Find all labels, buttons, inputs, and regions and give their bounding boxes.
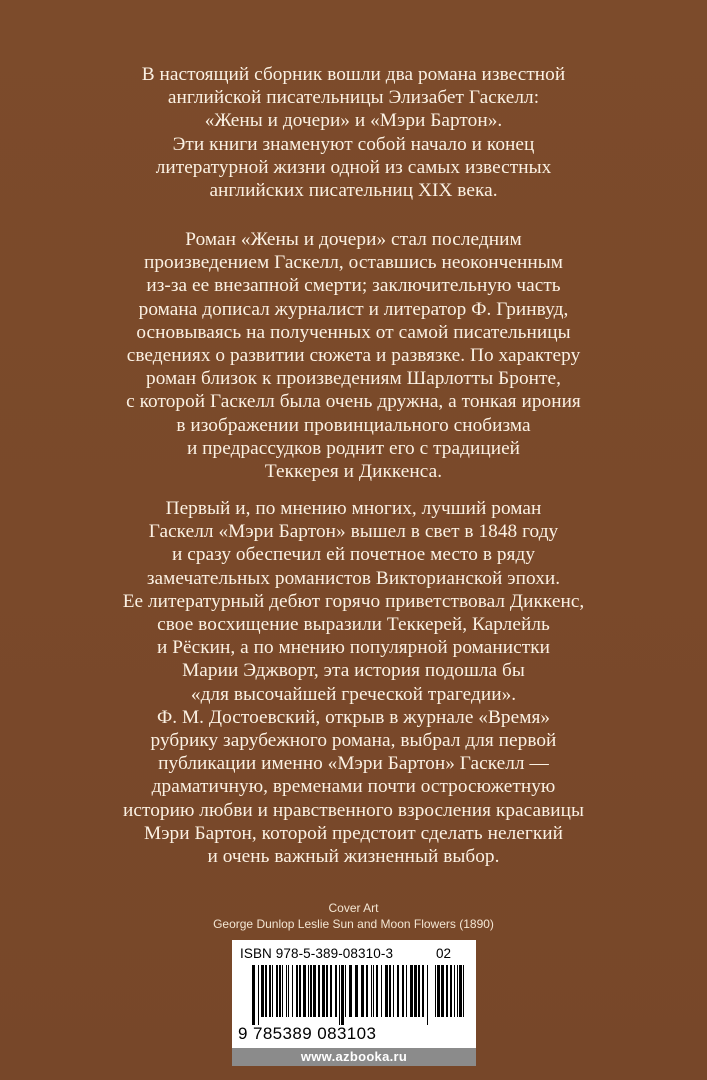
isbn-label: ISBN 978-5-389-08310-3 xyxy=(240,946,394,961)
paragraph-line: роман близок к произведениям Шарлотты Бронте, xyxy=(146,368,561,390)
barcode-bar xyxy=(282,965,283,1017)
paragraph-line: и сразу обеспечил ей почетное место в ряду xyxy=(171,544,536,566)
barcode-bar xyxy=(446,965,448,1017)
barcode-bar xyxy=(410,965,413,1017)
paragraph-line: замечательных романистов Викторианской эпохи. xyxy=(146,567,561,589)
barcode-bar xyxy=(286,965,287,1017)
paragraph-line: Ф. М. Достоевский, открыв в журнале «Время» xyxy=(156,706,551,728)
barcode-bar xyxy=(272,965,273,1017)
cover-art-title: George Dunlop Leslie Sun and Moon Flowers (1890) xyxy=(213,917,494,931)
paragraph-line: «Жены и дочери» и «Мэри Бартон». xyxy=(204,110,503,132)
barcode-bar xyxy=(406,965,407,1017)
barcode-bar xyxy=(322,965,325,1017)
paragraph-line: романа дописал журналист и литератор Ф. Гринвуд, xyxy=(138,298,569,320)
paragraph-line: Роман «Жены и дочери» стал последним xyxy=(185,229,522,250)
barcode-bar xyxy=(402,965,404,1017)
barcode-bar xyxy=(371,965,372,1017)
paragraph-line: литературной жизни одной из самых известных xyxy=(155,156,552,178)
paragraph-line: английской писательницы Элизабет Гаскелл: xyxy=(167,87,540,109)
paragraph-line: в изображении провинциального снобизма xyxy=(176,414,531,436)
annotation-paragraph-1 xyxy=(0,63,707,202)
barcode-bar xyxy=(381,965,382,1017)
cover-art-credits xyxy=(0,900,707,932)
publisher-url[interactable]: www.azbooka.ru xyxy=(232,1048,476,1066)
barcode-bar xyxy=(339,965,340,1025)
barcode-bar xyxy=(389,965,391,1017)
paragraph-line: В настоящий сборник вошли два романа известной xyxy=(141,64,566,85)
barcode-digits: 9 785389 083103 xyxy=(238,1024,377,1043)
barcode-bar xyxy=(345,965,346,1017)
barcode-bar xyxy=(313,965,316,1017)
barcode-bar xyxy=(296,965,298,1017)
paragraph-line: свое восхищение выразили Теккерей, Карлейль xyxy=(157,614,550,636)
paragraph-line: Ее литературный дебют горячо приветствовал Диккенс, xyxy=(122,590,585,612)
barcode-bar xyxy=(457,965,458,1017)
barcode-bar xyxy=(269,965,271,1017)
barcode-bar xyxy=(261,965,264,1017)
cover-art-label: Cover Art xyxy=(328,901,379,915)
barcode-bar xyxy=(252,965,255,1025)
barcode-bar xyxy=(341,965,344,1025)
paragraph-line: произведением Гаскелл, оставшись неоконченным xyxy=(143,252,564,274)
barcode-bar xyxy=(414,965,417,1017)
paragraph-line: драматичную, временами почти остросюжетную xyxy=(151,776,556,798)
paragraph-line: и Рёскин, а по мнению популярной романистки xyxy=(156,637,551,659)
barcode-bar xyxy=(376,965,378,1017)
paragraph-line: с которой Гаскелл была очень дружна, а тонкая ирония xyxy=(126,391,581,413)
barcode-bar xyxy=(326,965,328,1017)
barcode-bar xyxy=(308,965,309,1017)
barcode-bar xyxy=(373,965,374,1017)
paragraph-line: и предрассудков роднит его с традицией xyxy=(186,437,521,459)
paragraph-line: Мэри Бартон, которой предстоит сделать нелегкий xyxy=(144,822,563,844)
barcode-bar xyxy=(258,965,259,1025)
barcode-bar xyxy=(427,965,428,1025)
annotation-paragraph-2 xyxy=(0,228,707,483)
barcode-bar xyxy=(393,965,394,1017)
barcode-bar xyxy=(299,965,301,1017)
paragraph-line: английских писательниц XIX века. xyxy=(209,180,498,202)
barcode-bar xyxy=(303,965,306,1017)
paragraph-line: рубрику зарубежного романа, выбрал для первой xyxy=(150,730,557,752)
barcode-bar xyxy=(454,965,455,1017)
barcode-bar xyxy=(288,965,289,1017)
barcode-bars xyxy=(252,965,428,1025)
barcode-bar xyxy=(422,965,424,1017)
barcode-bar xyxy=(335,965,337,1017)
paragraph-line: из-за ее внезапной смерти; заключительную часть xyxy=(146,275,561,297)
paragraph-line: сведениях о развитии сюжета и развязке. По характеру xyxy=(126,345,581,367)
barcode-bar xyxy=(437,965,440,1017)
barcode-bar xyxy=(265,965,267,1017)
barcode-bar xyxy=(450,965,452,1017)
barcode-bar xyxy=(276,965,278,1017)
isbn-addon: 02 xyxy=(436,946,452,961)
paragraph-line: и очень важный жизненный выбор. xyxy=(207,846,500,868)
paragraph-line: Теккерея и Диккенса. xyxy=(264,461,443,483)
barcode-bar xyxy=(441,965,444,1017)
paragraph-line: основываясь на полученных от самой писательницы xyxy=(136,321,571,343)
barcode-bar xyxy=(435,965,436,1017)
isbn-barcode xyxy=(232,940,476,1066)
paragraph-line: Эти книги знаменуют собой начало и конец xyxy=(172,133,535,155)
paragraph-line: «для высочайшей греческой трагедии». xyxy=(190,683,517,705)
barcode-bar xyxy=(349,965,352,1017)
paragraph-line: Марии Эджворт, эта история подошла бы xyxy=(182,660,525,682)
barcode-bar xyxy=(418,965,420,1017)
barcode-bar xyxy=(366,965,368,1017)
barcode-bar xyxy=(310,965,312,1017)
barcode-bar xyxy=(385,965,388,1017)
paragraph-line: Гаскелл «Мэри Бартон» вышел в свет в 1848 году xyxy=(148,521,559,543)
barcode-bar xyxy=(279,965,281,1017)
paragraph-line: Первый и, по мнению многих, лучший роман xyxy=(165,498,542,519)
annotation-paragraph-3 xyxy=(0,497,707,868)
barcode-addon-bars xyxy=(435,965,465,1025)
barcode-bar xyxy=(459,965,462,1017)
barcode-bar xyxy=(463,965,464,1017)
paragraph-line: историю любви и нравственного взросления красавицы xyxy=(123,799,584,821)
barcode-bar xyxy=(292,965,293,1017)
barcode-bar xyxy=(397,965,399,1017)
barcode-bar xyxy=(330,965,332,1017)
paragraph-line: публикации именно «Мэри Бартон» Гаскелл — xyxy=(158,753,549,775)
barcode-bar xyxy=(355,965,358,1017)
barcode-bar xyxy=(318,965,320,1017)
barcode-bar xyxy=(361,965,364,1017)
